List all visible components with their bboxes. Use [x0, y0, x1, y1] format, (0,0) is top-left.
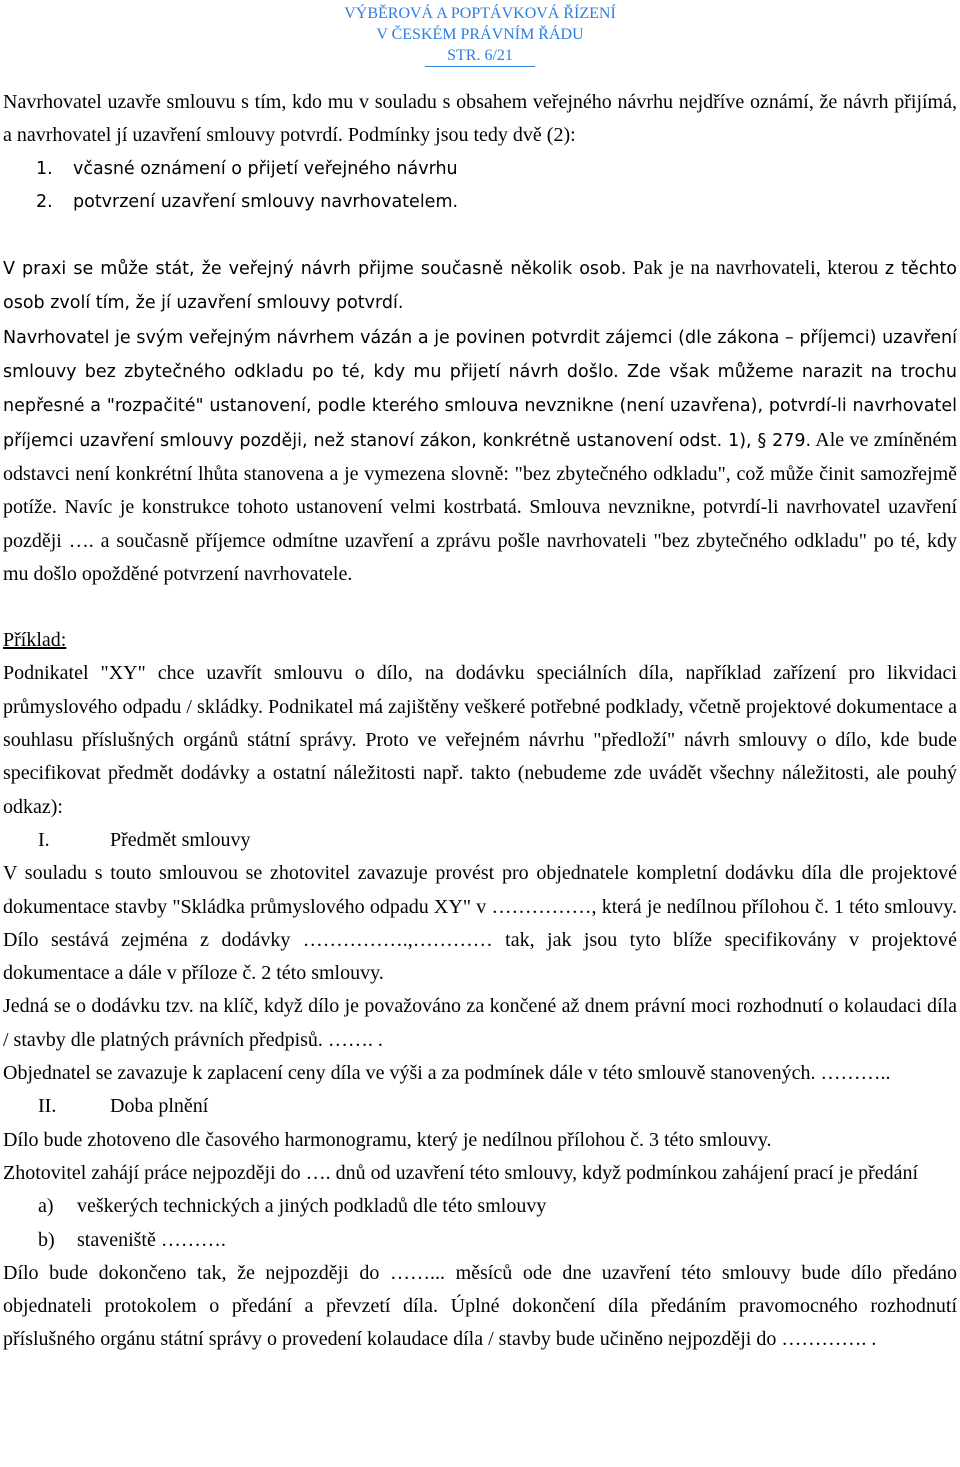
example-heading	[3, 624, 957, 657]
list-item	[3, 1224, 957, 1257]
document-body	[3, 86, 957, 1357]
section-number: II.	[38, 1095, 57, 1118]
list-text: včasné oznámení o přijetí veřejného návrhu	[73, 158, 458, 179]
paragraph-text: Ale ve zmíněném odstavci není konkrétní lhůta stanovena a je vymezena slovně: "bez zbytečného odkladu", což může činit samozřejmě potíže. Navíc je konstrukce tohoto ustanovení velmi kostrbatá. Smlouva nevznikne, potvrdí-li navrhovatel uzavření později …. a současně příjemce odmítne uzavření a zprávu pošle navrhovateli "bez zbytečného odkladu" po té, kdy mu došlo opožděné potvrzení navrhovatele.	[3, 428, 957, 585]
list-number: 1.	[36, 158, 53, 179]
paragraph-text: V praxi se může stát, že veřejný návrh přijme současně několik osob.	[3, 259, 627, 280]
list-text: potvrzení uzavření smlouvy navrhovatelem.	[73, 191, 459, 212]
header-title-line1: VÝBĚROVÁ A POPTÁVKOVÁ ŘÍZENÍ	[344, 5, 616, 22]
paragraph: Zhotovitel zahájí práce nejpozději do …. dnů od uzavření této smlouvy, když podmínkou zahájení prací je předání	[3, 1161, 919, 1184]
list-item	[3, 186, 957, 219]
paragraph: Dílo bude dokončeno tak, že nejpozději do ……... měsíců ode dne uzavření této smlouvy bude dílo předáno objednateli protokolem o předání a převzetí díla. Úplné dokončení díla předáním pravomocného rozhodnutí příslušného orgánu státní správy o provedení kolaudace díla / stavby bude učiněno nejpozději do …………. .	[3, 1261, 957, 1351]
list-number: 2.	[36, 191, 53, 212]
paragraph	[3, 252, 957, 321]
conditions-list	[3, 153, 957, 220]
section-title: Doba plnění	[110, 1095, 209, 1118]
header-title-line2: V ČESKÉM PRÁVNÍM ŘÁDU	[376, 26, 584, 43]
example-label: Příklad:	[3, 629, 67, 652]
list-text: veškerých technických a jiných podkladů dle této smlouvy	[77, 1195, 547, 1218]
list-item	[3, 1190, 957, 1223]
paragraph: Dílo bude zhotoveno dle časového harmonogramu, který je nedílnou přílohou č. 3 této smlouvy.	[3, 1128, 772, 1151]
paragraph: V souladu s touto smlouvou se zhotovitel zavazuje provést pro objednatele kompletní dodávku díla dle projektové dokumentace stavby "Skládka průmyslového odpadu XY" v ……………, která je nedílnou přílohou č. 1 této smlouvy. Dílo sestává zejména z dodávky …………….,………… tak, jak jsou tyto blíže specifikovány v projektové dokumentace a dále v příloze č. 2 této smlouvy.	[3, 862, 957, 985]
section-heading	[3, 824, 957, 857]
list-number: a)	[38, 1195, 54, 1218]
section-heading	[3, 1090, 957, 1123]
list-number: b)	[38, 1228, 55, 1251]
list-text: staveniště ……….	[77, 1228, 226, 1251]
page-number: STR. 6/21	[425, 45, 535, 67]
paragraph: Objednatel se zavazuje k zaplacení ceny díla ve výši a za podmínek dále v této smlouvě stanovených. ………..	[3, 1062, 891, 1085]
section-title: Předmět smlouvy	[110, 828, 251, 851]
paragraph-text: Navrhovatel je svým veřejným návrhem vázán a je povinen potvrdit zájemci (dle zákona – příjemci) uzavření smlouvy bez zbytečného odkladu po té, kdy mu přijetí návrh došlo. Zde však můžeme narazit na trochu nepřesné a "rozpačité" ustanovení, podle kterého smlouva nevznikne (není uzavřena), potvrdí-li navrhovatel příjemci uzavření smlouvy později, než stanoví zákon, konkrétně ustanovení odst. 1), § 279.	[3, 327, 957, 451]
paragraph: Podnikatel "XY" chce uzavřít smlouvu o dílo, na dodávku speciálních díla, například zařízení pro likvidaci průmyslového odpadu / skládky. Podnikatel má zajištěny veškeré potřebné podklady, včetně projektové dokumentace a souhlasu příslušných orgánů státní správy. Proto ve veřejném návrhu "předloží" návrh smlouvy o dílo, kde bude specifikovat předmět dodávky a ostatní náležitosti např. takto (nebudeme zde uvádět všechny náležitosti, ale pouhý odkaz):	[3, 662, 957, 818]
handover-list	[3, 1190, 957, 1257]
paragraph-text: z těchto osob zvolí tím, že jí uzavření smlouvy potvrdí.	[3, 259, 957, 314]
page-header	[0, 3, 960, 67]
paragraph: Jedná se o dodávku tzv. na klíč, když dílo je považováno za končené až dnem právní moci rozhodnutí o kolaudaci díla / stavby dle platných právních předpisů. ……. .	[3, 995, 957, 1051]
paragraph-text: Pak je na navrhovateli, kterou	[626, 257, 879, 280]
paragraph	[3, 321, 957, 591]
section-number: I.	[38, 828, 50, 851]
list-item	[3, 153, 957, 186]
paragraph: Navrhovatel uzavře smlouvu s tím, kdo mu v souladu s obsahem veřejného návrhu nejdříve oznámí, že návrh přijímá, a navrhovatel jí uzavření smlouvy potvrdí. Podmínky jsou tedy dvě (2):	[3, 91, 957, 147]
